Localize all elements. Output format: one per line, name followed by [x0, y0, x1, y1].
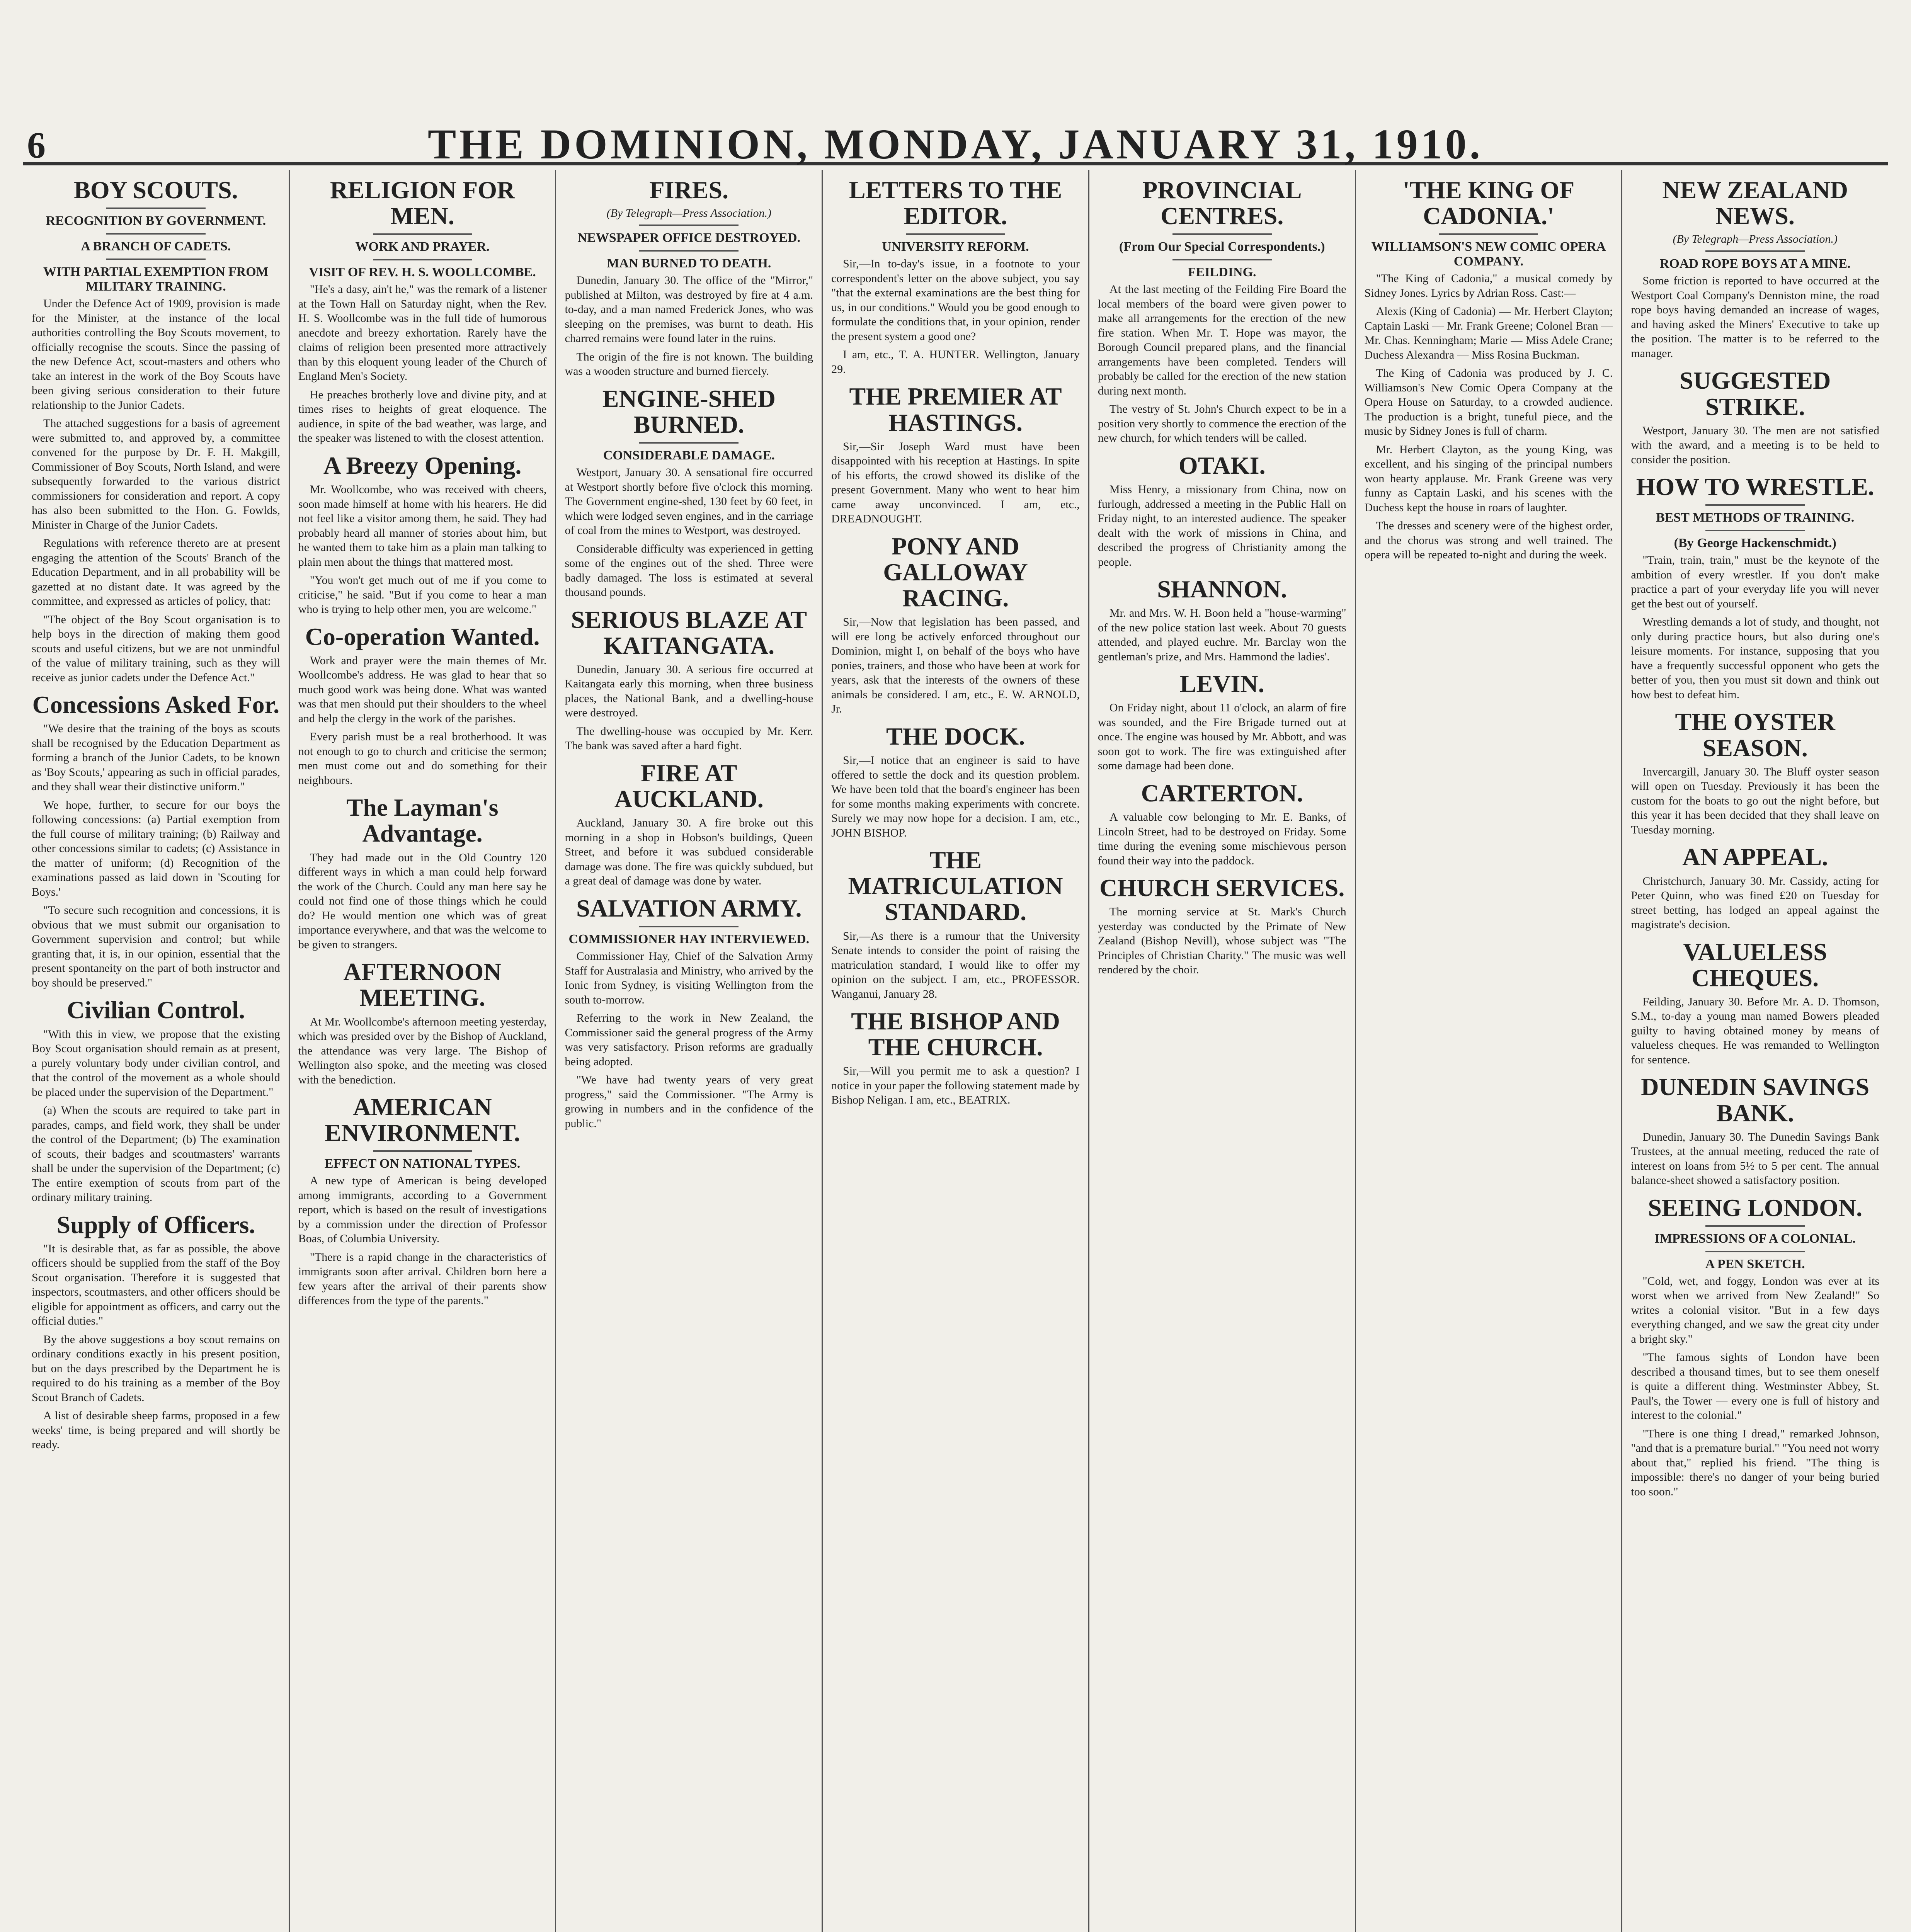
article-deck: VISIT OF REV. H. S. WOOLLCOMBE.	[309, 265, 536, 280]
article-deck: RECOGNITION BY GOVERNMENT.	[46, 214, 266, 228]
article-paragraph: "We desire that the training of the boys as scouts shall be recognised by the Education Department as forming a branch of the Junior Cadets, to be known as 'Boy Scouts,' appearing as such in official parades, and they shall wear their distinctive uniform."	[32, 722, 280, 793]
column-5	[1088, 170, 1355, 1932]
article-headline: The Layman's Advantage.	[346, 794, 499, 847]
article-paragraph: Invercargill, January 30. The Bluff oyster season will open on Tuesday. Previously it has been the custom for the boats to go out the night before, but this year it has been decided that they shall leave on Tuesday morning.	[1631, 765, 1880, 836]
article-paragraph: On Friday night, about 11 o'clock, an alarm of fire was sounded, and the Fire Brigade turned out at once. The engine was housed by Mr. Abbott, and was soon got to work. The fire was extinguished after some damage had been done.	[1098, 701, 1346, 772]
article	[32, 1212, 280, 1452]
article-paragraph: Sir,—Now that legislation has been passed, and will ere long be actively enforced throughout our Dominion, might I, on behalf of the boys who have ponies, trainers, and those who have been at work for years, ask that the interests of the owners of these animals be considered. I am, etc., E. W. ARNOLD, Jr.	[831, 616, 1080, 716]
article-paragraph: "You won't get much out of me if you come to criticise," he said. "But if you come to hear a man who is trying to help other men, you are welcome."	[298, 574, 547, 616]
article-deck: ROAD ROPE BOYS AT A MINE.	[1659, 257, 1851, 271]
divider	[106, 233, 206, 235]
article	[1365, 177, 1613, 562]
article-paragraph: He preaches brotherly love and divine pity, and at times rises to heights of great eloquence. The audience, in spite of the bad weather, was large, and the speaker was listened to with the closest attention.	[298, 388, 547, 445]
article	[831, 723, 1080, 840]
article-headline: RELIGION FOR MEN.	[330, 176, 515, 230]
article	[1631, 939, 1879, 1067]
article-deck: COMMISSIONER HAY INTERVIEWED.	[568, 932, 810, 946]
divider	[906, 233, 1005, 235]
article-headline: THE OYSTER SEASON.	[1675, 708, 1835, 762]
article-paragraph: We hope, further, to secure for our boys the following concessions: (a) Partial exemption from the full course of military training; (b) Railway and other concessions similar to cadets; (c) Assistance in the matter of uniform; (d) Recognition of the examinations passed as laid down in 'Scouting for Boys.'	[32, 798, 280, 898]
article-paragraph: A list of desirable sheep farms, proposed in a few weeks' time, is being prepared and will shortly be ready.	[32, 1409, 280, 1451]
article	[831, 533, 1080, 716]
article-headline: SEEING LONDON.	[1648, 1194, 1863, 1221]
article-deck: NEWSPAPER OFFICE DESTROYED.	[577, 231, 801, 245]
article-paragraph: The morning service at St. Mark's Church yesterday was conducted by the Primate of New Zealand (Bishop Nevill), whose subject was "The Principles of Christian Charity." The music was well rendered by the choir.	[1098, 905, 1346, 976]
article-headline: A Breezy Opening.	[323, 451, 522, 479]
divider	[639, 926, 739, 927]
article-byline: (By Telegraph—Press Association.)	[1673, 233, 1838, 246]
article	[1631, 1195, 1879, 1499]
divider	[106, 259, 206, 260]
divider	[1705, 1251, 1805, 1252]
article-paragraph: Feilding, January 30. Before Mr. A. D. Thomson, S.M., to-day a young man named Bowers pleaded guilty to having obtained money by means of valueless cheques. He was remanded to Wellington for sentence.	[1631, 995, 1880, 1066]
article-paragraph: Auckland, January 30. A fire broke out this morning in a shop in Hobson's buildings, Queen Street, and before it was subdued considerable damage was done. The fire was quickly subdued, but a great deal of damage was done by water.	[565, 816, 813, 888]
article-paragraph: "To secure such recognition and concessions, it is obvious that we must submit our organisation to Government supervision and control; but while granting that, it is, in our opinion, essential that the present spontaneity on the part of both instructor and boy should be preserved."	[32, 904, 280, 989]
article-headline: Co-operation Wanted.	[305, 622, 540, 650]
article-deck: MAN BURNED TO DEATH.	[607, 256, 771, 271]
article-paragraph: Considerable difficulty was experienced in getting some of the engines out of the shed. Three were badly damaged. The loss is estimated at several thousand pounds.	[565, 542, 813, 599]
article-paragraph: "The object of the Boy Scout organisation is to help boys in the direction of making them good scouts and useful citizens, but we are not unmindful of the value of military training, such as they will receive as junior cadets under the Defence Act."	[32, 613, 280, 684]
article-paragraph: "It is desirable that, as far as possible, the above officers should be supplied from the staff of the Boy Scout organisation. Therefore it is suggested that inspectors, scoutmasters, and other officers should be eligible for appointment as officers, and carry out the official duties."	[32, 1242, 280, 1328]
article-paragraph: Dunedin, January 30. The office of the "Mirror," published at Milton, was destroyed by fire at 4 a.m. to-day, and a man named Frederick Jones, who was sleeping on the premises, was burnt to death. His charred remains were found later in the ruins.	[565, 274, 813, 345]
article-deck: EFFECT ON NATIONAL TYPES.	[324, 1156, 521, 1171]
divider	[639, 224, 739, 226]
article-paragraph: Dunedin, January 30. A serious fire occurred at Kaitangata early this morning, when three business places, the National Bank, and a dwelling-house were destroyed.	[565, 663, 813, 719]
article	[298, 177, 547, 446]
article-paragraph: Sir,—I notice that an engineer is said to have offered to settle the dock and its question problem. We have been told that the board's engineer has been for some months making experiments with concrete. Surely we may now hope for a decision. I am, etc., JOHN BISHOP.	[831, 754, 1080, 839]
article	[298, 624, 547, 788]
divider	[373, 233, 472, 235]
article-paragraph: The dwelling-house was occupied by Mr. Kerr. The bank was saved after a hard fight.	[565, 724, 813, 752]
article-paragraph: "He's a dasy, ain't he," was the remark of a listener at the Town Hall on Saturday night, when the Rev. H. S. Woollcombe was in the full tide of humorous anecdote and breezy exhortation. Rarely have the claims of religion been presented more attractively than by this eloquent young leader of the Church of England Men's Society.	[298, 283, 547, 383]
article	[1098, 177, 1346, 446]
article-deck: WORK AND PRAYER.	[355, 240, 490, 254]
article	[298, 959, 547, 1087]
article-paragraph: Mr. Herbert Clayton, as the young King, was excellent, and his singing of the principal numbers won hearty applause. Mr. Frank Greene was very funny as Captain Laski, and his scenes with the Duchess kept the house in roars of laughter.	[1364, 443, 1613, 514]
column-3	[555, 170, 822, 1932]
article-deck: A BRANCH OF CADETS.	[81, 239, 231, 254]
article-paragraph: "There is a rapid change in the characteristics of immigrants soon after arrival. Children born here a few years after the arrival of their parents show differences from the type of the parents."	[298, 1250, 547, 1307]
divider	[639, 250, 739, 252]
article	[1631, 1074, 1879, 1187]
article	[32, 177, 280, 685]
article	[565, 607, 813, 753]
article-headline: ENGINE-SHED BURNED.	[602, 384, 776, 438]
article-paragraph: Sir,—As there is a rumour that the University Senate intends to consider the point of raising the matriculation standard, I would like to offer my opinion on the subject. I am, etc., PROFESSOR. Wanganui, January 28.	[831, 929, 1080, 1000]
article-paragraph: Referring to the work in New Zealand, the Commissioner said the general progress of the Army was very satisfactory. Prison reforms are gradually being adopted.	[565, 1012, 813, 1068]
article-paragraph: By the above suggestions a boy scout remains on ordinary conditions exactly in his present position, but on the days prescribed by the Department he is required to do his training as a member of the Boy Scout Branch of Cadets.	[32, 1333, 280, 1404]
column-6	[1355, 170, 1622, 1932]
article-headline: OTAKI.	[1178, 451, 1266, 479]
article-paragraph: The attached suggestions for a basis of agreement were submitted to, and approved by, a committee convened for the purpose by Dr. F. H. Makgill, Commissioner of Boy Scouts, North Island, and were subsequently forwarded to the various district commissioners for consideration and report. A copy has also been submitted to the Hon. G. Fowlds, Minister in Charge of the Junior Cadets.	[32, 417, 280, 531]
article-paragraph: Miss Henry, a missionary from China, now on furlough, addressed a meeting in the Public Hall on Friday night, to an interested audience. The speaker dealt with the work of missions in China, and described the progress of Christianity among the people.	[1098, 483, 1346, 568]
article-paragraph: Some friction is reported to have occurred at the Westport Coal Company's Denniston mine, the road rope boys having demanded an increase of wages, and having asked the Miners' Executive to take up the position. The matter is to be referred to the manager.	[1631, 274, 1880, 360]
divider	[373, 259, 472, 260]
article-deck: UNIVERSITY REFORM.	[882, 240, 1029, 254]
article-paragraph: At the last meeting of the Feilding Fire Board the local members of the board were given power to make all arrangements for the erection of the new fire station. When Mr. T. Hope was mayor, the Borough Council prepared plans, and the financial arrangements have been completed. Tenders will probably be called for the erection of the new station during next month.	[1098, 283, 1346, 397]
divider	[1705, 504, 1805, 506]
article	[1631, 367, 1879, 467]
article-paragraph: Christchurch, January 30. Mr. Cassidy, acting for Peter Quinn, who was fined £20 on Tuesday for street betting, has lodged an appeal against the magistrate's decision.	[1631, 874, 1880, 931]
divider	[1172, 233, 1272, 235]
article-deck: WITH PARTIAL EXEMPTION FROM MILITARY TRAINING.	[43, 265, 269, 294]
article-paragraph: The origin of the fire is not known. The building was a wooden structure and burned fiercely.	[565, 350, 813, 378]
article-headline: SALVATION ARMY.	[576, 894, 802, 922]
article-paragraph: Mr. and Mrs. W. H. Boon held a "house-warming" of the new police station last week. About 70 guests attended, and played euchre. Mr. Barclay won the gentleman's prize, and Mrs. Hammond the ladies'.	[1098, 607, 1346, 663]
article-headline: Concessions Asked For.	[32, 691, 280, 719]
article	[1631, 177, 1879, 361]
article-headline: NEW ZEALAND NEWS.	[1662, 176, 1848, 230]
article-paragraph: Work and prayer were the main themes of Mr. Woollcombe's address. He was glad to hear that so much good work was being done. What was wanted was that men should put their shoulders to the wheel and help the clergy in the work of the parishes.	[298, 654, 547, 725]
article-paragraph: At Mr. Woollcombe's afternoon meeting yesterday, which was presided over by the Bishop of Auckland, the attendance was very large. The Bishop of Wellington also spoke, and the meeting was closed with the benediction.	[298, 1015, 547, 1086]
article	[831, 847, 1080, 1001]
article-headline: AMERICAN ENVIRONMENT.	[325, 1093, 520, 1147]
article-headline: 'THE KING OF CADONIA.'	[1402, 176, 1575, 230]
article-paragraph: Mr. Woollcombe, who was received with cheers, soon made himself at home with his hearers. He did not feel like a visitor among them, he said. They had probably heard all manner of stories about him, but he wanted them to take him as a plain man talking to plain men about the things that mattered most.	[298, 483, 547, 568]
divider	[1705, 530, 1805, 531]
article	[1098, 576, 1346, 664]
divider	[1705, 250, 1805, 252]
article-paragraph: Sir,—Will you permit me to ask a question? I notice in your paper the following statement made by Bishop Neligan. I am, etc., BEATRIX.	[831, 1065, 1080, 1107]
article-deck: (From Our Special Correspondents.)	[1119, 240, 1325, 254]
divider	[1439, 233, 1538, 235]
article-headline: Supply of Officers.	[56, 1211, 255, 1238]
article-headline: BOY SCOUTS.	[74, 176, 238, 204]
article-paragraph: "The King of Cadonia," a musical comedy by Sidney Jones. Lyrics by Adrian Ross. Cast:—	[1364, 272, 1613, 299]
article-paragraph: Dunedin, January 30. The Dunedin Savings Bank Trustees, at the annual meeting, reduced the rate of interest on loans from 5½ to 5 per cent. The annual balance-sheet showed a satisfactory position.	[1631, 1130, 1880, 1187]
column-1	[23, 170, 289, 1932]
article-headline: AN APPEAL.	[1682, 843, 1828, 871]
article-paragraph: Wrestling demands a lot of study, and thought, not only during practice hours, but also during one's leisure moments. For instance, supposing that you have a frequently successful opponent who gets the better of you, then you must sit down and think out how best to defeat him.	[1631, 616, 1880, 701]
article-deck: CONSIDERABLE DAMAGE.	[603, 448, 775, 463]
article	[565, 386, 813, 600]
article-headline: CHURCH SERVICES.	[1099, 874, 1345, 902]
article-headline: THE DOCK.	[886, 722, 1025, 750]
article-paragraph: "There is one thing I dread," remarked Johnson, "and that is a premature burial." "You need not worry about that," replied his friend. "The thing is impossible: there's no danger of your being buried too soon."	[1631, 1427, 1880, 1498]
article	[565, 760, 813, 888]
article-deck: IMPRESSIONS OF A COLONIAL.	[1654, 1231, 1856, 1246]
page-title: THE DOMINION, MONDAY, JANUARY 31, 1910.	[427, 121, 1484, 168]
article	[1631, 474, 1879, 702]
article-headline: FIRE AT AUCKLAND.	[614, 759, 764, 813]
article	[1098, 452, 1346, 569]
article	[1098, 875, 1346, 977]
article-headline: HOW TO WRESTLE.	[1636, 473, 1874, 501]
article	[831, 177, 1080, 376]
article	[298, 452, 547, 617]
article-paragraph: "Cold, wet, and foggy, London was ever at its worst when we arrived from New Zealand!" So writes a colonial visitor. "But in a few days everything changed, and we saw the great city under a bright sky."	[1631, 1274, 1880, 1345]
article	[32, 997, 280, 1204]
article-headline: LEVIN.	[1179, 670, 1264, 698]
article-paragraph: A new type of American is being developed among immigrants, according to a Government report, which is based on the result of investigations by a commission under the direction of Professor Boas, of Columbia University.	[298, 1174, 547, 1245]
article-paragraph: "With this in view, we propose that the existing Boy Scout organisation should remain as at present, a purely voluntary body under civilian control, and that the control of the movement as a whole should be placed under the supervision of the Department."	[32, 1027, 280, 1099]
article-headline: THE BISHOP AND THE CHURCH.	[851, 1007, 1060, 1061]
article-paragraph: Every parish must be a real brotherhood. It was not enough to go to church and criticise the sermon; men must come out and do something for their neighbours.	[298, 730, 547, 787]
article-paragraph: They had made out in the Old Country 120 different ways in which a man could help forward the work of the Church. Could any man here say he could not find one of those things which he could do? He would mention one which was of great importance everywhere, and that was the welcome to be given to strangers.	[298, 851, 547, 951]
article-headline: FIRES.	[649, 176, 729, 204]
divider	[1172, 259, 1272, 260]
article-paragraph: Westport, January 30. A sensational fire occurred at Westport shortly before five o'clock this morning. The Government engine-shed, 130 feet by 60 feet, in which were lodged seven engines, and in the carriage of coal from the mines to Westport, was destroyed.	[565, 466, 813, 537]
article	[298, 1094, 547, 1308]
article-headline: LETTERS TO THE EDITOR.	[849, 176, 1062, 230]
article-headline: THE MATRICULATION STANDARD.	[848, 846, 1063, 926]
article-paragraph: Commissioner Hay, Chief of the Salvation Army Staff for Australasia and Ministry, who arrived by the Ionic from Sydney, is visiting Wellington from the south to-morrow.	[565, 950, 813, 1006]
article-paragraph: Sir,—Sir Joseph Ward must have been disappointed with his reception at Hastings. In spite of his efforts, the crowd showed its dislike of the present Government. Many who went to hear him came away unconvinced. I am, etc., DREADNOUGHT.	[831, 440, 1080, 526]
article-paragraph: Westport, January 30. The men are not satisfied with the award, and a meeting is to be held to consider the position.	[1631, 424, 1880, 466]
article-deck: (By George Hackenschmidt.)	[1674, 536, 1836, 551]
article-headline: CARTERTON.	[1141, 779, 1303, 807]
article	[831, 1008, 1080, 1107]
divider	[639, 442, 739, 444]
article-paragraph: The King of Cadonia was produced by J. C. Williamson's New Comic Opera Company at the Opera House on Saturday, to a crowded audience. The production is a bright, tuneful piece, and the music by Sidney Jones is full of charm.	[1364, 367, 1613, 438]
article-headline: PROVINCIAL CENTRES.	[1142, 176, 1302, 230]
columns	[23, 170, 1888, 1932]
article	[831, 383, 1080, 526]
article-paragraph: "Train, train, train," must be the keynote of the ambition of every wrestler. If you don't make practice a part of your everyday life you will never get the best out of yourself.	[1631, 554, 1880, 610]
article-deck: FEILDING.	[1188, 265, 1256, 280]
article	[1098, 780, 1346, 868]
article	[1631, 709, 1879, 837]
page-number: 6	[27, 124, 46, 166]
article-headline: THE PREMIER AT HASTINGS.	[849, 383, 1062, 436]
article-paragraph: A valuable cow belonging to Mr. E. Banks, of Lincoln Street, had to be destroyed on Friday. Some time during the evening some mischievous person found their way into the paddock.	[1098, 811, 1346, 867]
article-deck: WILLIAMSON'S NEW COMIC OPERA COMPANY.	[1371, 240, 1606, 269]
article	[32, 692, 280, 990]
column-7	[1621, 170, 1888, 1932]
article-paragraph: Regulations with reference thereto are at present engaging the attention of the Scouts' Branch of the Education Department, and in all probability will be gazetted at no distant date. It was agreed by the committee, and expressed as articles of policy, that:	[32, 537, 280, 608]
article-paragraph: "We have had twenty years of very great progress," said the Commissioner. "The Army is growing in numbers and in the confidence of the public."	[565, 1073, 813, 1130]
article-headline: SUGGESTED STRIKE.	[1680, 367, 1831, 420]
article-deck: A PEN SKETCH.	[1705, 1257, 1805, 1271]
article-headline: SERIOUS BLAZE AT KAITANGATA.	[571, 605, 807, 659]
article	[1098, 671, 1346, 773]
article-headline: PONY AND GALLOWAY RACING.	[883, 532, 1028, 612]
divider	[373, 1150, 472, 1152]
divider	[1705, 1225, 1805, 1227]
column-2	[289, 170, 555, 1932]
article	[298, 794, 547, 952]
article-headline: SHANNON.	[1157, 575, 1287, 603]
article-headline: AFTERNOON MEETING.	[343, 958, 502, 1012]
article-paragraph: "The famous sights of London have been described a thousand times, but to see them oneself is quite a different thing. Westminster Abbey, St. Paul's, the Tower — every one is full of history and interest to the colonial."	[1631, 1351, 1880, 1422]
article-headline: DUNEDIN SAVINGS BANK.	[1641, 1073, 1870, 1127]
divider	[106, 207, 206, 209]
article-headline: VALUELESS CHEQUES.	[1683, 938, 1827, 992]
article	[565, 895, 813, 1131]
article-byline: (By Telegraph—Press Association.)	[606, 207, 771, 220]
column-4	[822, 170, 1088, 1932]
article	[565, 177, 813, 379]
article-paragraph: Sir,—In to-day's issue, in a footnote to your correspondent's letter on the above subject, you say "that the external examinations are the best thing for us, in our conditions." Would you be good enough to formulate the conditions that, in your opinion, render the present system a good one?	[831, 257, 1080, 343]
masthead	[23, 116, 1888, 168]
article-paragraph: The vestry of St. John's Church expect to be in a position very shortly to commence the erection of the new church, for which tenders will be called.	[1098, 403, 1346, 445]
article-paragraph: Alexis (King of Cadonia) — Mr. Herbert Clayton; Captain Laski — Mr. Frank Greene; Colonel Bran — Mr. Chas. Kenningham; Marie — Miss Adele Crane; Duchess Alexandra — Miss Rosina Buckman.	[1364, 305, 1613, 361]
article-paragraph: (a) When the scouts are required to take part in parades, camps, and field work, they shall be under the control of the Department; (b) The examination of scouts, their badges and scoutmasters' warrants shall be under the supervision of the Department; (c) The entire exemption of scouts from part of the ordinary military training.	[32, 1104, 280, 1204]
article-paragraph: Under the Defence Act of 1909, provision is made for the Minister, at the instance of the local authorities controlling the Boy Scouts movement, to officially recognise the scouts. Since the passing of the new Defence Act, scout-masters and others who take an interest in the work of the Boy Scouts have been giving serious consideration to their future relationship to the Junior Cadets.	[32, 297, 280, 412]
article-paragraph: The dresses and scenery were of the highest order, and the chorus was strong and well trained. The opera will be repeated to-night and during the week.	[1364, 519, 1613, 561]
article-headline: Civilian Control.	[66, 996, 245, 1024]
article-paragraph: I am, etc., T. A. HUNTER. Wellington, January 29.	[831, 348, 1080, 376]
article	[1631, 844, 1879, 932]
article-deck: BEST METHODS OF TRAINING.	[1656, 510, 1855, 525]
